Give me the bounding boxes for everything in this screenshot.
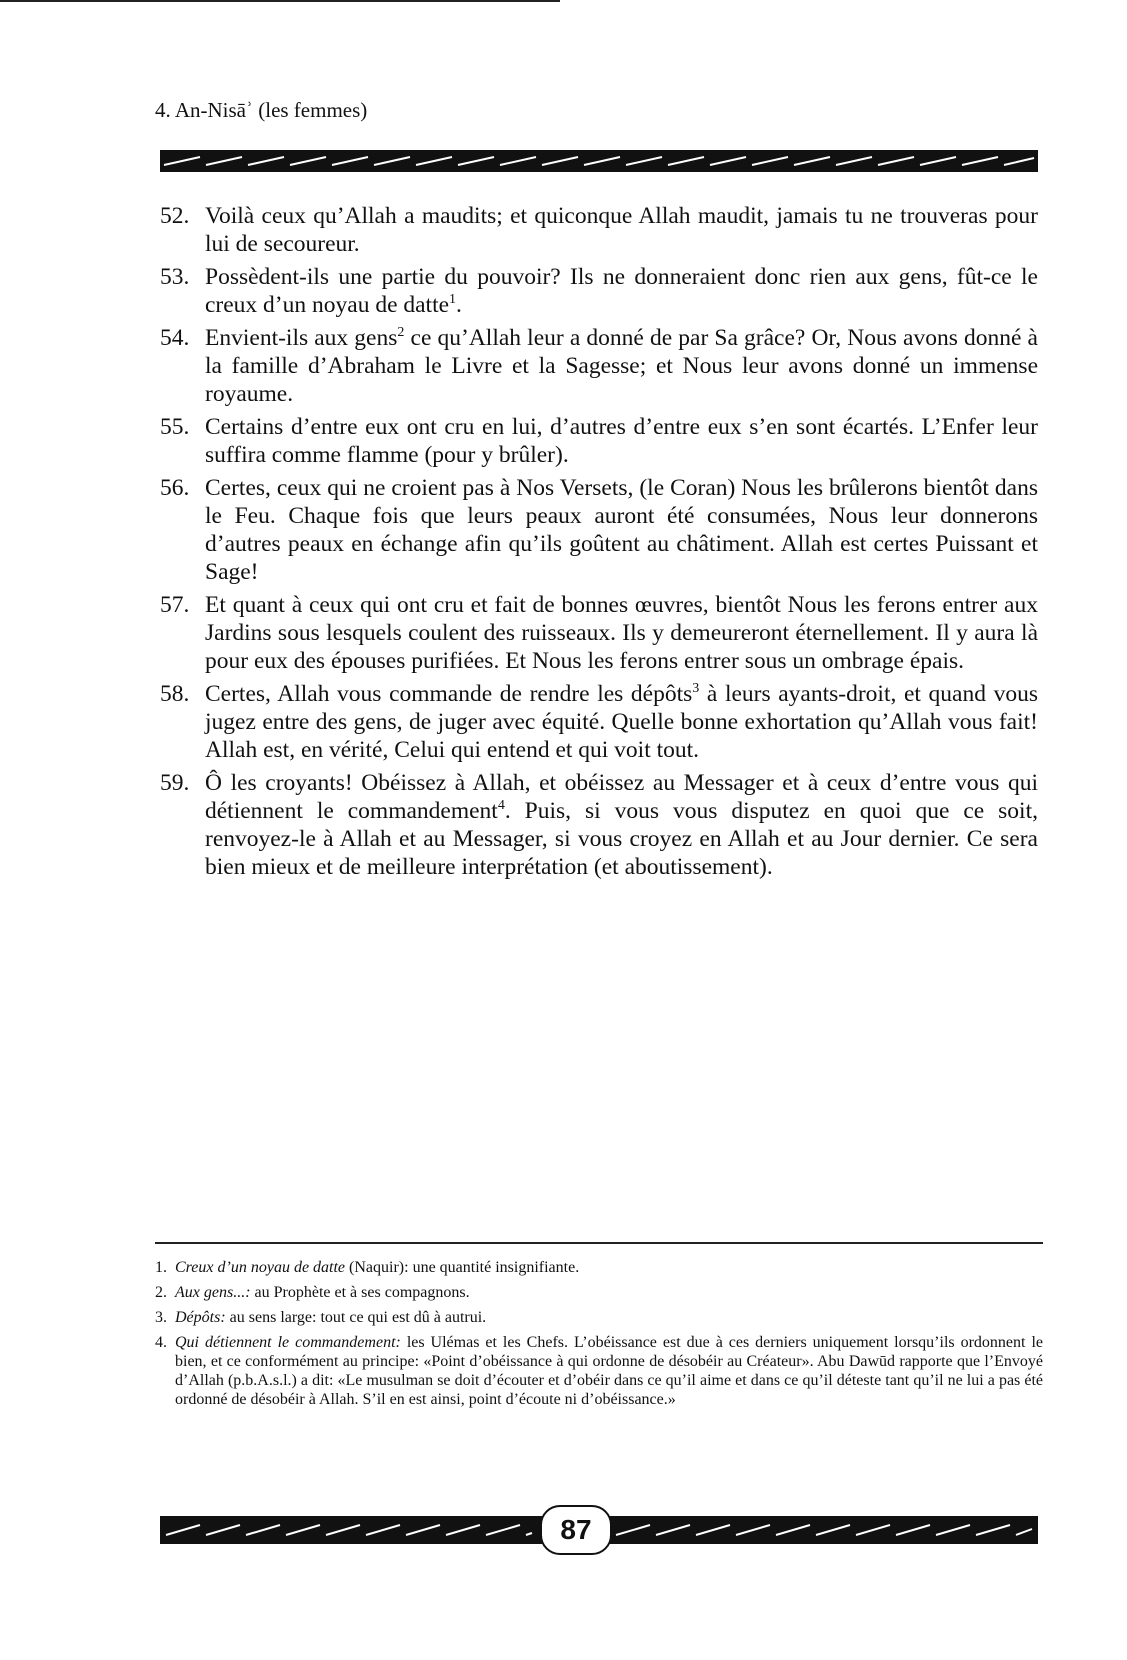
verse-number: 56. bbox=[160, 475, 190, 501]
verse-item bbox=[160, 680, 1038, 764]
verse-text: Certes, Allah vous commande de rendre les dépôts bbox=[205, 681, 693, 707]
footnote-item bbox=[155, 1333, 1043, 1409]
footnote-item bbox=[155, 1258, 1043, 1277]
footnote-term: Dépôts: bbox=[175, 1309, 226, 1326]
footnote-term: Qui détiennent le commandement: bbox=[175, 1334, 401, 1351]
top-rule bbox=[0, 0, 560, 2]
footnote-term: Aux gens...: bbox=[175, 1284, 251, 1301]
verse-text: . Puis, si vous vous disputez en quoi que ce soit, renvoyez-le à Allah et au Messager, si vous croyez en Allah et au Jour dernier. Ce sera bien mieux et de meilleure interprétation (et aboutissement). bbox=[205, 798, 1038, 880]
verse-text: à leurs ayants-droit, et quand vous jugez entre des gens, de juger avec équité. Quelle bonne exhortation qu’Allah vous fait! Allah est, en vérité, Celui qui entend et qui voit tout. bbox=[205, 681, 1038, 763]
footnote-reference: 1 bbox=[449, 292, 457, 308]
footnote-reference: 2 bbox=[397, 325, 405, 341]
verse-text: . bbox=[456, 292, 462, 318]
page-header: 4. An-Nisāʾ (les femmes) bbox=[155, 98, 368, 122]
ornament-pattern bbox=[160, 150, 1038, 172]
verse-text: ce qu’Allah leur a donné de par Sa grâce? Or, Nous avons donné à la famille d’Abraham le Livre et la Sagesse; et Nous leur avons donné un immense royaume. bbox=[205, 325, 1038, 407]
verse-item bbox=[160, 202, 1038, 258]
footnote-number: 3. bbox=[155, 1309, 167, 1326]
verse-number: 55. bbox=[160, 414, 190, 440]
verse-text: Voilà ceux qu’Allah a maudits; et quiconque Allah maudit, jamais tu ne trouveras pour lui de secoureur. bbox=[205, 203, 1038, 257]
verse-text: Envient-ils aux gens bbox=[205, 325, 398, 351]
verse-text: Certes, ceux qui ne croient pas à Nos Versets, (le Coran) Nous les brûlerons bientôt dans le Feu. Chaque fois que leurs peaux auront été consumées, Nous leur donnerons d’autres peaux en échange afin qu’ils goûtent au châtiment. Allah est certes Puissant et Sage! bbox=[205, 475, 1038, 585]
footnote-text: au Prophète et à ses compagnons. bbox=[250, 1284, 470, 1301]
page-number: 87 bbox=[540, 1505, 612, 1555]
top-ornament-band bbox=[160, 150, 1038, 172]
verse-item bbox=[160, 324, 1038, 408]
verse-item bbox=[160, 591, 1038, 675]
verse-item bbox=[160, 263, 1038, 319]
footnote-list bbox=[155, 1258, 1043, 1415]
footnote-number: 4. bbox=[155, 1334, 167, 1351]
footnote-text: au sens large: tout ce qui est dû à autrui. bbox=[225, 1309, 487, 1326]
footnote-rule bbox=[155, 1242, 1043, 1244]
footnote-term: Creux d’un noyau de datte bbox=[175, 1259, 346, 1276]
verse-number: 54. bbox=[160, 325, 190, 351]
footnote-number: 1. bbox=[155, 1259, 167, 1276]
verse-text: Certains d’entre eux ont cru en lui, d’autres d’entre eux s’en sont écartés. L’Enfer leur suffira comme flamme (pour y brûler). bbox=[205, 414, 1038, 468]
verse-item bbox=[160, 413, 1038, 469]
verse-text: Possèdent-ils une partie du pouvoir? Ils ne donneraient donc rien aux gens, fût-ce le creux d’un noyau de datte bbox=[205, 264, 1038, 318]
verse-number: 57. bbox=[160, 592, 190, 618]
verse-number: 58. bbox=[160, 681, 190, 707]
verse-list bbox=[160, 202, 1038, 886]
footnote-reference: 4 bbox=[497, 798, 505, 814]
verse-number: 52. bbox=[160, 203, 190, 229]
footnote-text: les Ulémas et les Chefs. L’obéissance est due à ces derniers uniquement lorsqu’ils ordonnent le bien, et ce conformément au principe: «Point d’obéissance à qui ordonne de désobéir au Créateur». Abu Dawūd rapporte que l’Envoyé d’Allah (p.b.A.s.l.) a dit: «Le musulman se doit d’écouter et d’obéir dans ce qu’il aime et dans ce qu’il déteste tant qu’il ne lui a pas été ordonné de désobéir à Allah. S’il en est ainsi, point d’écoute ni d’obéissance.» bbox=[175, 1334, 1043, 1408]
footnote-item bbox=[155, 1283, 1043, 1302]
verse-text: Et quant à ceux qui ont cru et fait de bonnes œuvres, bientôt Nous les ferons entrer aux Jardins sous lesquels coulent des ruisseaux. Ils y demeureront éternellement. Il y aura là pour eux des épouses purifiées. Et Nous les ferons entrer sous un ombrage épais. bbox=[205, 592, 1038, 674]
verse-text: Ô les croyants! Obéissez à Allah, et obéissez au Messager et à ceux d’entre vous qui détiennent le commandement bbox=[205, 770, 1038, 824]
verse-item bbox=[160, 474, 1038, 586]
footnote-item bbox=[155, 1308, 1043, 1327]
verse-number: 59. bbox=[160, 770, 190, 796]
footnote-text: (Naquir): une quantité insignifiante. bbox=[345, 1259, 580, 1276]
verse-number: 53. bbox=[160, 264, 190, 290]
footnote-reference: 3 bbox=[692, 681, 700, 697]
footnote-number: 2. bbox=[155, 1284, 167, 1301]
verse-item bbox=[160, 769, 1038, 881]
